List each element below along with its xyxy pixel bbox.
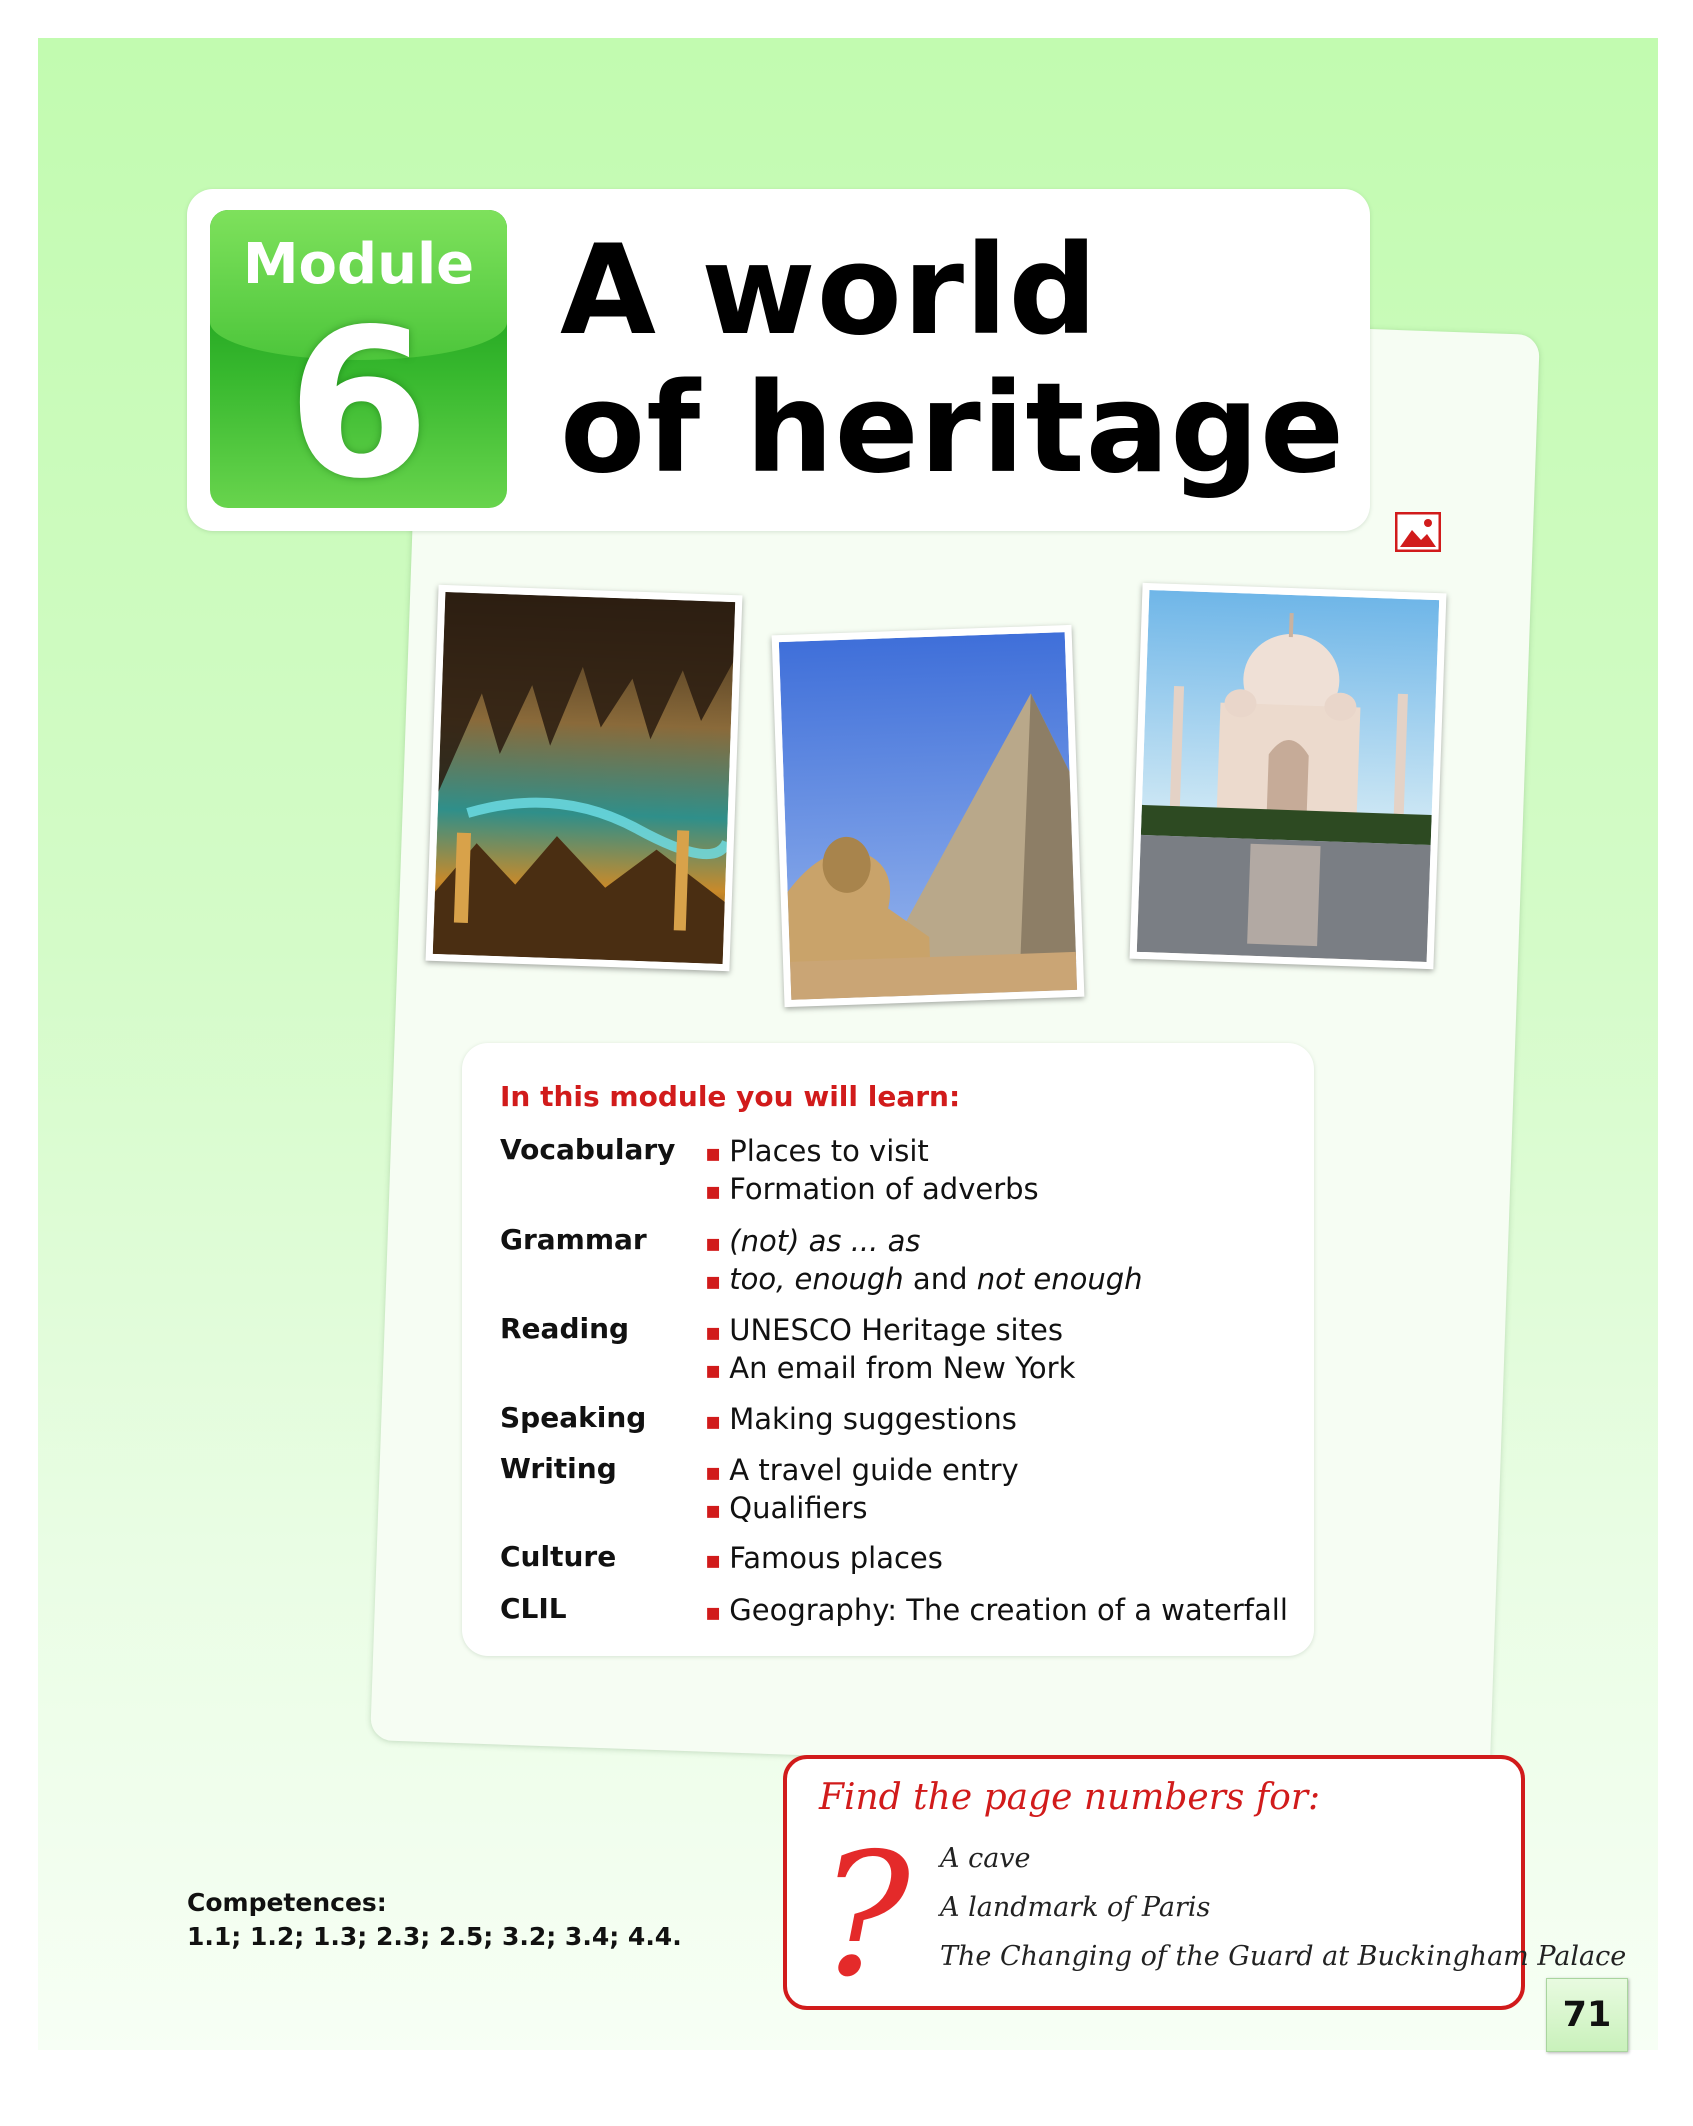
module-label: Module <box>242 232 475 297</box>
image-icon[interactable] <box>1395 512 1441 552</box>
photo-taj-mahal <box>1130 583 1447 969</box>
learn-heading: In this module you will learn: <box>500 1080 961 1113</box>
learn-box <box>462 1043 1314 1656</box>
competences-value: 1.1; 1.2; 1.3; 2.3; 2.5; 3.2; 3.4; 4.4. <box>187 1922 682 1951</box>
list-item: ▪ Making suggestions <box>705 1401 1305 1439</box>
page-title <box>560 219 1346 501</box>
find-item-paris: A landmark of Paris <box>940 1892 1211 1923</box>
list-item: ▪ (not) as ... as <box>705 1223 1305 1261</box>
photo-cave <box>426 585 743 971</box>
list-item: ▪ Geography: The creation of a waterfall <box>705 1592 1305 1630</box>
find-item-cave: A cave <box>940 1843 1031 1874</box>
category-label: Writing <box>500 1452 617 1485</box>
list-item: ▪ UNESCO Heritage sites <box>705 1312 1305 1350</box>
module-number: 6 <box>287 286 430 508</box>
category-label: Grammar <box>500 1223 647 1256</box>
category-label: CLIL <box>500 1592 567 1625</box>
competences-label: Competences: <box>187 1888 387 1917</box>
find-item-guard: The Changing of the Guard at Buckingham Palace <box>940 1941 1627 1972</box>
module-badge <box>210 210 507 508</box>
title-line-1: A world <box>560 219 1099 363</box>
list-item: ▪ A travel guide entry <box>705 1452 1305 1490</box>
list-item: ▪ too, enough and not enough <box>705 1261 1305 1299</box>
photo-pyramids <box>772 625 1085 1007</box>
page-number: 71 <box>1546 1978 1628 2052</box>
competences <box>187 1886 682 1954</box>
category-label: Culture <box>500 1540 617 1573</box>
question-mark-icon: ? <box>819 1817 911 2015</box>
find-heading: Find the page numbers for: <box>819 1777 1321 1818</box>
category-label: Speaking <box>500 1401 647 1434</box>
list-item: ▪ Qualifiers <box>705 1490 1305 1528</box>
category-label: Reading <box>500 1312 630 1345</box>
category-label: Vocabulary <box>500 1133 676 1166</box>
list-item: ▪ An email from New York <box>705 1350 1305 1388</box>
list-item: ▪ Formation of adverbs <box>705 1171 1305 1209</box>
list-item: ▪ Places to visit <box>705 1133 1305 1171</box>
list-item: ▪ Famous places <box>705 1540 1305 1578</box>
title-line-2: of heritage <box>560 357 1346 501</box>
